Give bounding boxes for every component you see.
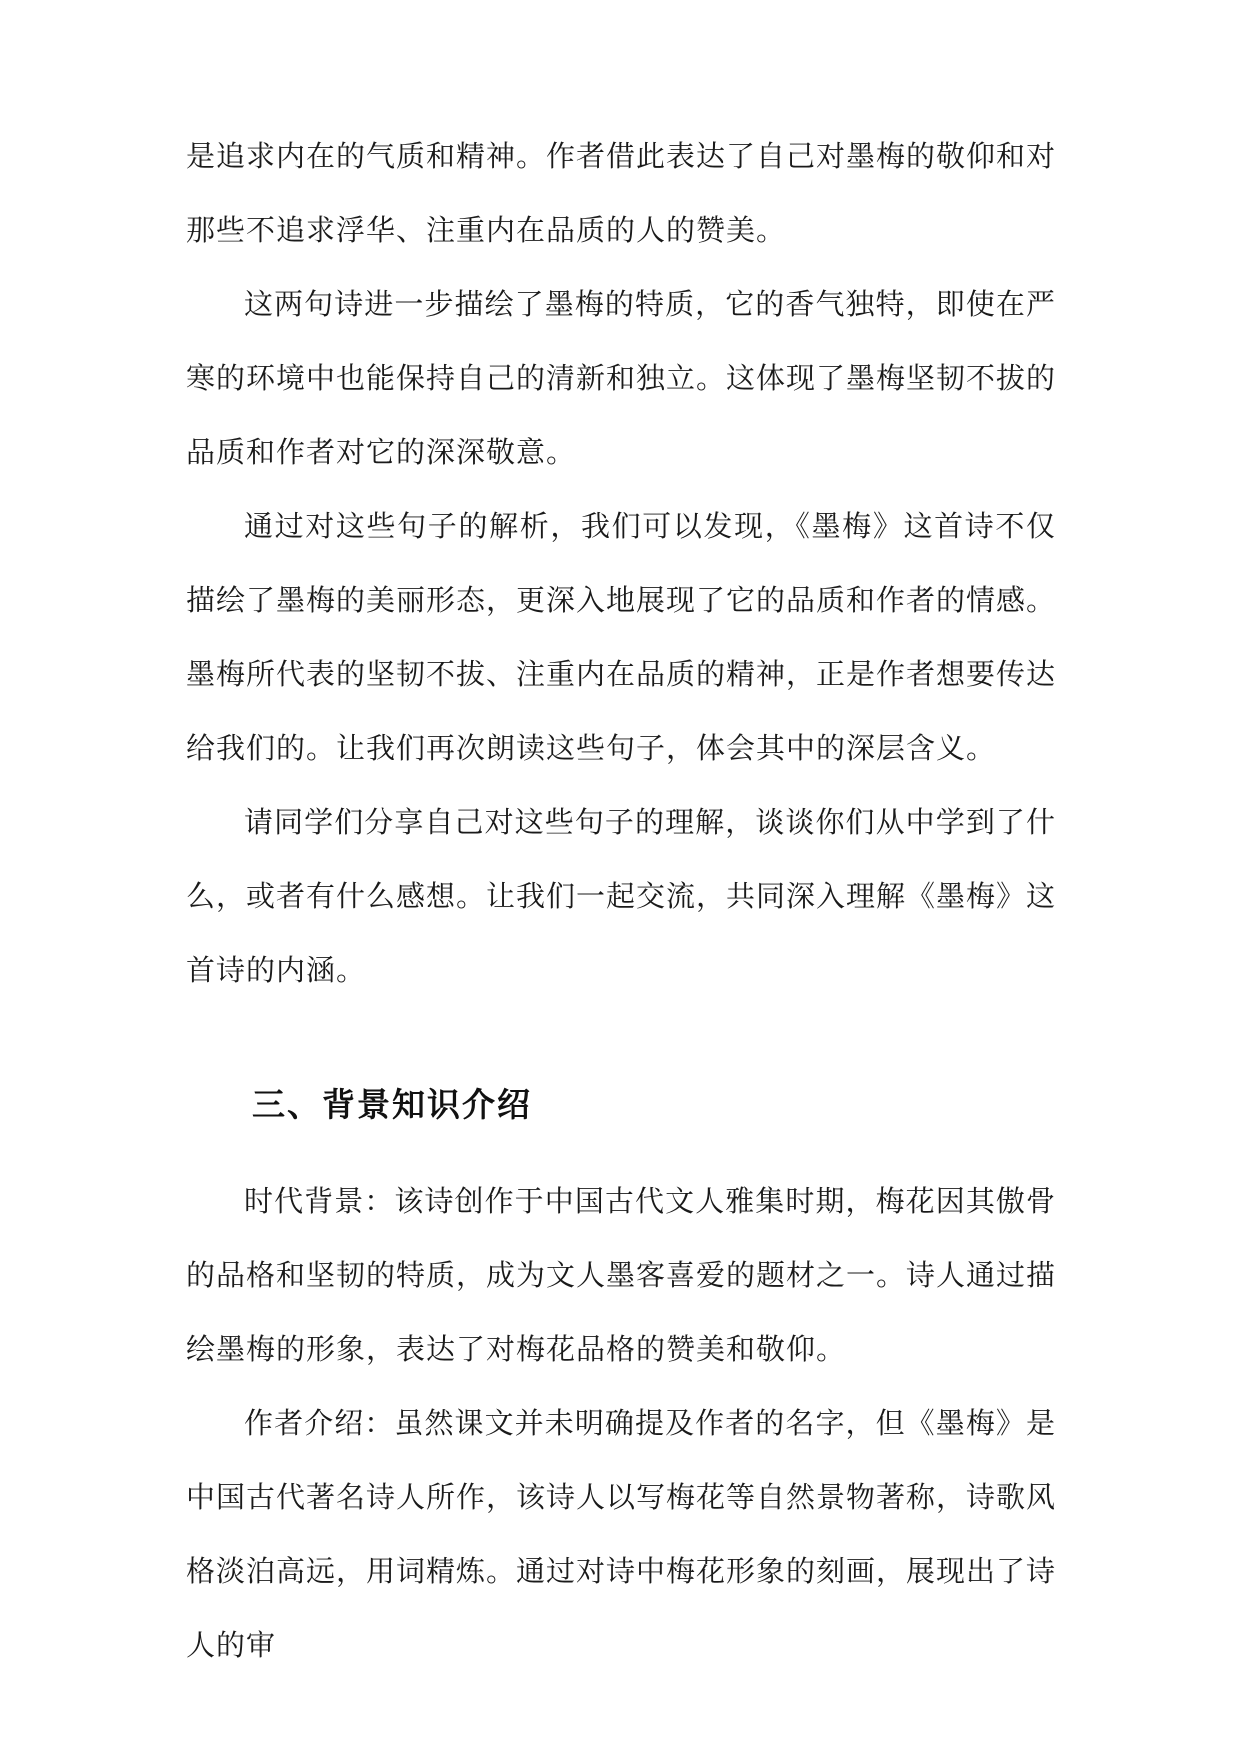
section-body-background bbox=[186, 1164, 1056, 1682]
paragraph-continuation: 是追求内在的气质和精神。作者借此表达了自己对墨梅的敬仰和对那些不追求浮华、注重内在品质的人的赞美。 bbox=[186, 139, 1057, 247]
section-body-upper bbox=[186, 119, 1056, 1007]
section-heading-background: 三、背景知识介绍 bbox=[252, 1085, 532, 1124]
paragraph-class-discussion: 请同学们分享自己对这些句子的理解，谈谈你们从中学到了什么，或者有什么感想。让我们一起交流，共同深入理解《墨梅》这首诗的内涵。 bbox=[186, 805, 1057, 987]
paragraph-fragrance: 这两句诗进一步描绘了墨梅的特质，它的香气独特，即使在严寒的环境中也能保持自己的清新和独立。这体现了墨梅坚韧不拔的品质和作者对它的深深敬意。 bbox=[186, 287, 1057, 469]
paragraph-author-introduction: 作者介绍：虽然课文并未明确提及作者的名字，但《墨梅》是中国古代著名诗人所作，该诗人以写梅花等自然景物著称，诗歌风格淡泊高远，用词精炼。通过对诗中梅花形象的刻画，展现出了诗人的审 bbox=[186, 1406, 1057, 1662]
paragraph-era-background: 时代背景：该诗创作于中国古代文人雅集时期，梅花因其傲骨的品格和坚韧的特质，成为文人墨客喜爱的题材之一。诗人通过描绘墨梅的形象，表达了对梅花品格的赞美和敬仰。 bbox=[186, 1184, 1057, 1366]
paragraph-analysis-summary: 通过对这些句子的解析，我们可以发现，《墨梅》这首诗不仅描绘了墨梅的美丽形态，更深入地展现了它的品质和作者的情感。墨梅所代表的坚韧不拔、注重内在品质的精神，正是作者想要传达给我们的。让我们再次朗读这些句子，体会其中的深层含义。 bbox=[186, 509, 1057, 765]
